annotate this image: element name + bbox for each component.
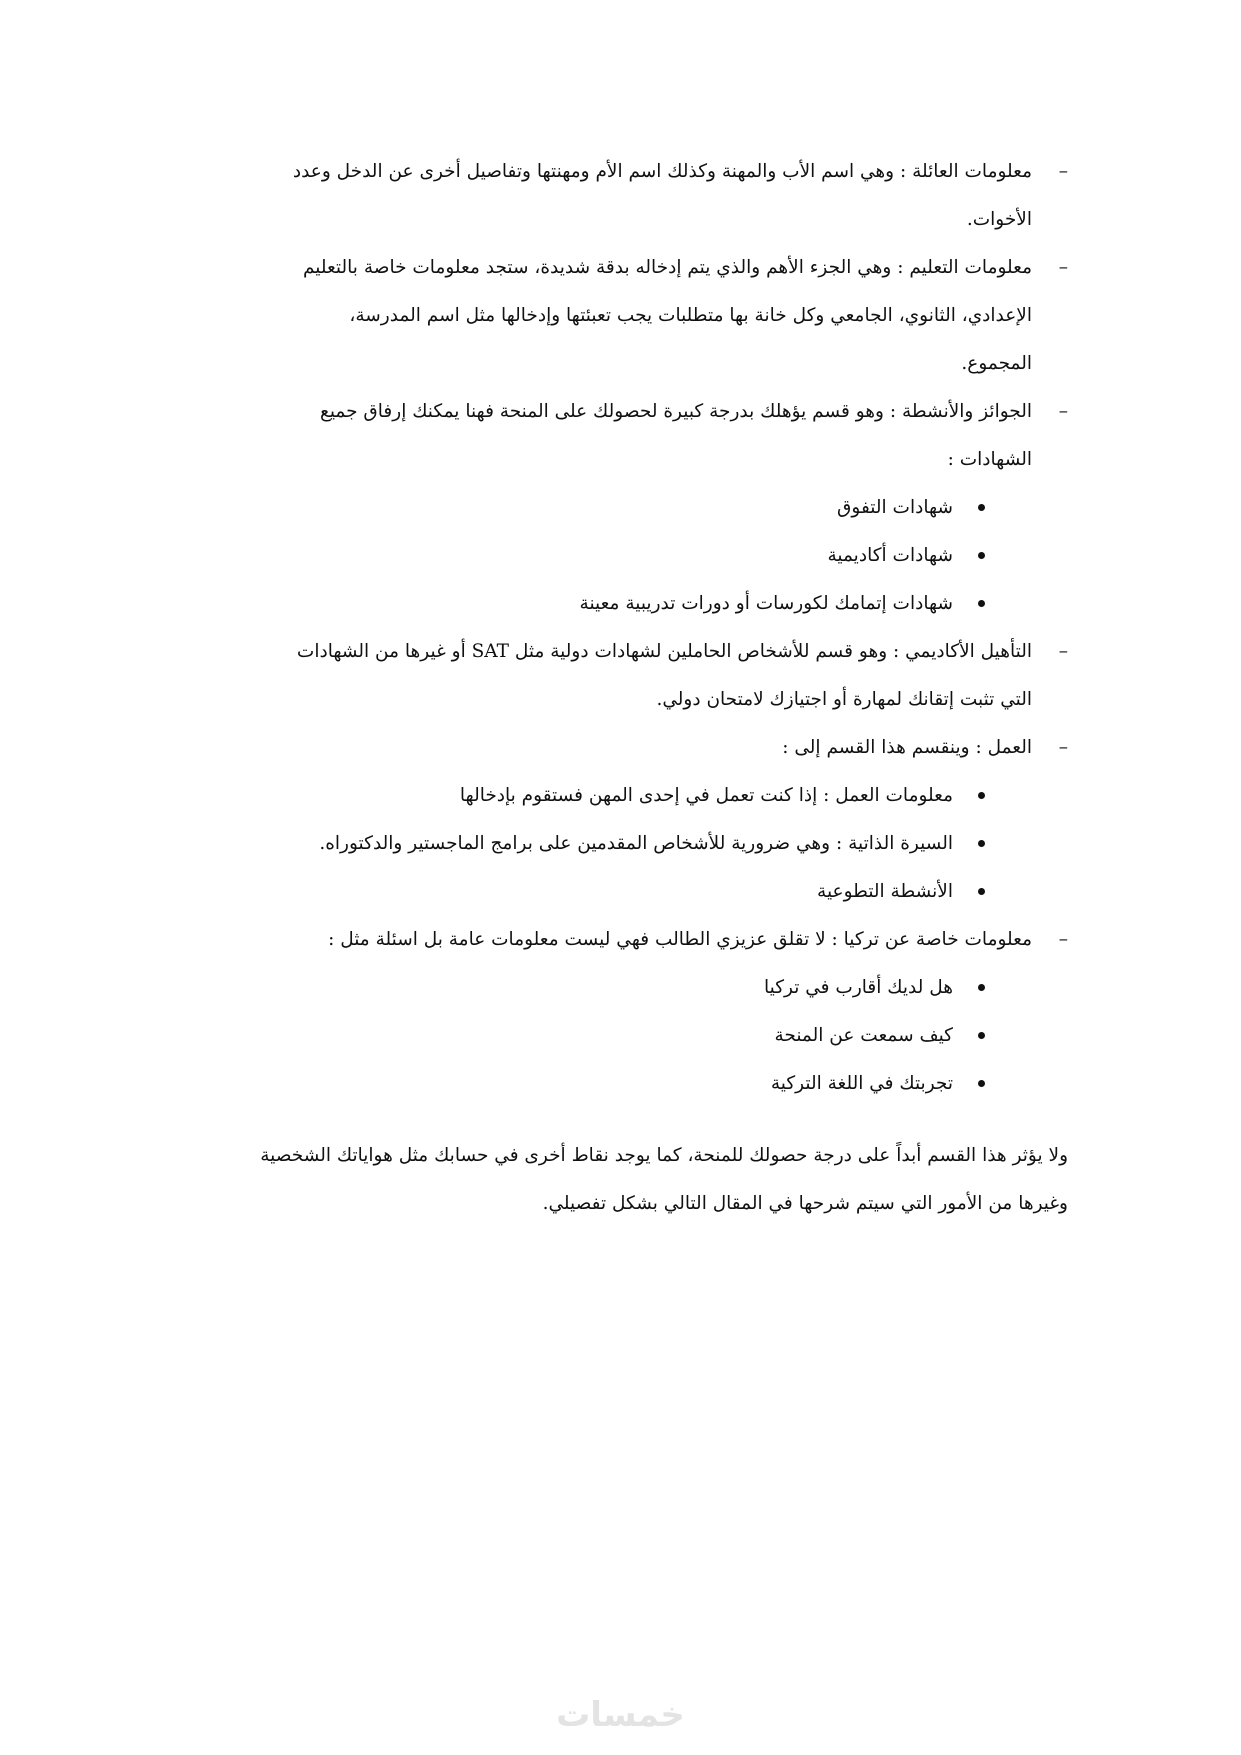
list-item: [188, 484, 953, 532]
section-line: العمل : وينقسم هذا القسم إلى :: [782, 737, 1032, 758]
bullet-icon: [978, 984, 985, 991]
section-line: معلومات التعليم : وهي الجزء الأهم والذي يتم إدخاله بدقة شديدة، ستجد معلومات خاصة بالتعليم: [302, 257, 1032, 278]
section-line: المجموع.: [961, 353, 1032, 374]
list-item-text: الأنشطة التطوعية: [817, 881, 953, 902]
dash-marker: –: [1058, 401, 1068, 422]
section-family: [236, 148, 1068, 244]
section-line: التي تثبت إتقانك لمهارة أو اجتيازك لامتحان دولي.: [656, 689, 1032, 710]
dash-marker: –: [1058, 929, 1068, 950]
section-turkey: [236, 916, 1068, 964]
dash-marker: –: [1058, 737, 1068, 758]
section-line: معلومات خاصة عن تركيا : لا تقلق عزيزي الطالب فهي ليست معلومات عامة بل اسئلة مثل :: [328, 929, 1032, 950]
closing-line: ولا يؤثر هذا القسم أبداً على درجة حصولك للمنحة، كما يوجد نقاط أخرى في حسابك مثل هواياتك الشخصية: [260, 1145, 1068, 1166]
watermark-logo: خمسات: [556, 1695, 685, 1735]
section-academic: [236, 628, 1068, 724]
list-item-text: معلومات العمل : إذا كنت تعمل في إحدى المهن فستقوم بإدخالها: [459, 785, 953, 806]
list-item: [188, 820, 953, 868]
section-work: [236, 724, 1068, 772]
list-item: [188, 868, 953, 916]
section-line: الإعدادي، الثانوي، الجامعي وكل خانة بها متطلبات يجب تعبئتها وإدخالها مثل اسم المدرسة،: [349, 305, 1032, 326]
document-content: [188, 148, 1068, 1228]
bullet-icon: [978, 792, 985, 799]
list-item-text: هل لديك أقارب في تركيا: [764, 977, 953, 998]
bullet-icon: [978, 840, 985, 847]
bullet-icon: [978, 600, 985, 607]
section-line: التأهيل الأكاديمي : وهو قسم للأشخاص الحاملين لشهادات دولية مثل SAT أو غيرها من الشهادات: [296, 641, 1032, 662]
list-item: [188, 1060, 953, 1108]
section-education: [236, 244, 1068, 388]
dash-marker: –: [1058, 641, 1068, 662]
list-item: [188, 772, 953, 820]
list-item-text: السيرة الذاتية : وهي ضرورية للأشخاص المقدمين على برامج الماجستير والدكتوراه.: [319, 833, 953, 854]
section-line: معلومات العائلة : وهي اسم الأب والمهنة وكذلك اسم الأم ومهنتها وتفاصيل أخرى عن الدخل وعدد: [292, 161, 1032, 182]
bullet-icon: [978, 1032, 985, 1039]
list-item: [188, 964, 953, 1012]
awards-bullet-list: [188, 484, 1068, 628]
list-item: [188, 1012, 953, 1060]
work-bullet-list: [188, 772, 1068, 916]
turkey-bullet-list: [188, 964, 1068, 1108]
closing-line: وغيرها من الأمور التي سيتم شرحها في المقال التالي بشكل تفصيلي.: [542, 1193, 1068, 1214]
section-line: الشهادات :: [947, 449, 1032, 470]
section-awards: [236, 388, 1068, 484]
bullet-icon: [978, 888, 985, 895]
list-item-text: شهادات أكاديمية: [827, 545, 953, 566]
list-item-text: تجربتك في اللغة التركية: [770, 1073, 953, 1094]
dash-marker: –: [1058, 257, 1068, 278]
list-item-text: شهادات إتمامك لكورسات أو دورات تدريبية معينة: [579, 593, 953, 614]
closing-paragraph: [188, 1132, 1068, 1228]
list-item: [188, 580, 953, 628]
bullet-icon: [978, 504, 985, 511]
dash-marker: –: [1058, 161, 1068, 182]
bullet-icon: [978, 552, 985, 559]
list-item-text: كيف سمعت عن المنحة: [774, 1025, 953, 1046]
bullet-icon: [978, 1080, 985, 1087]
section-line: الأخوات.: [966, 209, 1032, 230]
section-line: الجوائز والأنشطة : وهو قسم يؤهلك بدرجة كبيرة لحصولك على المنحة فهنا يمكنك إرفاق جميع: [319, 401, 1032, 422]
list-item-text: شهادات التفوق: [837, 497, 953, 518]
list-item: [188, 532, 953, 580]
